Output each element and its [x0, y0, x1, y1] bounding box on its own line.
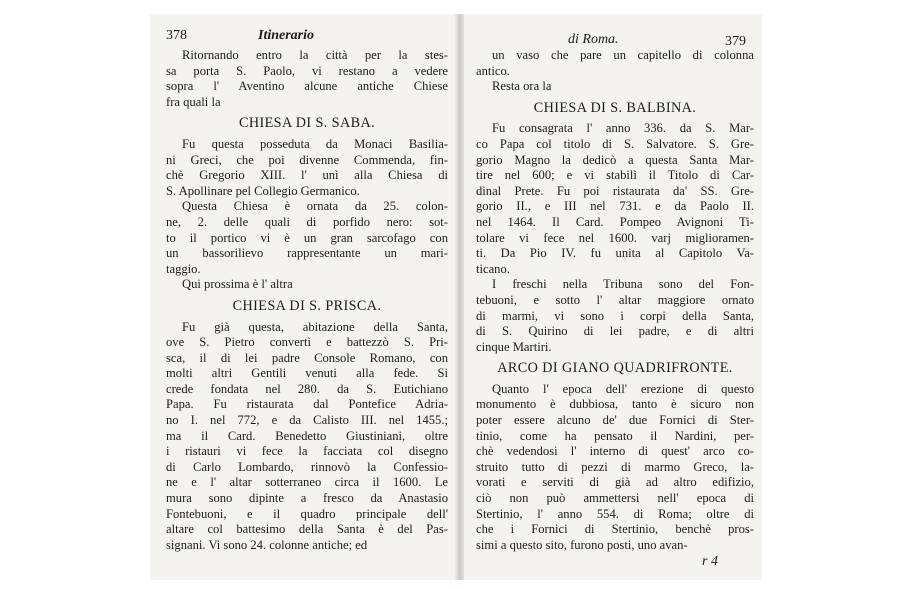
- left-running-title: Itinerario: [258, 28, 315, 43]
- text-line: ma il Card. Benedetto Giustiniani, oltre: [166, 428, 448, 443]
- text-line: tolare vi fece nel 1600. varj miglioramen-: [476, 230, 754, 245]
- text-line: Questa Chiesa è ornata da 25. colon-: [182, 199, 448, 214]
- text-line: cinque Martiri.: [476, 339, 552, 354]
- text-line: Fu questa posseduta da Monaci Basilia-: [182, 136, 448, 151]
- text-line: di marmi, vi sono i corpi della Santa,: [476, 308, 754, 323]
- text-line: dinal Prete. Fu poi ristaurata da' SS. Gre-: [476, 183, 754, 198]
- paragraph: [166, 199, 448, 277]
- text-line: simi a questo sito, furono posti, uno avan-: [476, 537, 688, 552]
- right-running-title: di Roma.: [568, 32, 619, 47]
- section-heading: CHIESA DI S. PRISCA.: [232, 297, 382, 314]
- text-line: Fu già questa, abitazione della Santa,: [182, 319, 448, 334]
- text-line: Resta ora la: [492, 79, 552, 94]
- right-page: [476, 28, 754, 570]
- text-line: ticano.: [476, 261, 510, 276]
- text-line: S. Apollinare pel Collegio Germanico.: [166, 183, 360, 198]
- text-line: nel 1464. Il Card. Pompeo Avignoni Ti-: [476, 214, 754, 229]
- left-page-number: 378: [166, 28, 187, 43]
- text-line: tinio, come ha pensato il Nardini, per-: [476, 428, 754, 443]
- paragraph: [166, 48, 448, 110]
- text-line: co Papa col titolo di S. Salvatore. S. Gre-: [476, 136, 754, 151]
- text-line: che i Fornici di Stertinio, benchè pros-: [476, 522, 754, 537]
- text-line: mura sono dipinte a fresco da Anastasio: [166, 491, 448, 506]
- text-line: chè Gregorio XIII. l' unì alla Chiesa di: [166, 168, 448, 183]
- text-line: ni Greci, che poi divenne Commenda, fin-: [166, 152, 448, 167]
- section-heading: ARCO DI GIANO QUADRIFRONTE.: [497, 360, 733, 377]
- text-line: signani. Vi sono 24. colonne antiche; ed: [166, 537, 368, 552]
- left-page-body: [166, 48, 448, 553]
- text-line: un vaso che pare un capitello di colonna: [492, 48, 754, 62]
- paragraph: [476, 79, 754, 95]
- paragraph: [476, 121, 754, 277]
- text-line: Ritornando entro la città per la stes-: [182, 48, 448, 62]
- right-running-head: [476, 28, 754, 48]
- paragraph: [476, 48, 754, 79]
- text-line: ciò non può ammettersi nell' epoca di: [476, 491, 754, 506]
- right-page-body: [476, 48, 754, 553]
- text-line: no I. nel 772, e da Calisto III. nel 1455.;: [166, 413, 448, 428]
- left-running-head: [166, 28, 448, 48]
- paragraph: [476, 382, 754, 554]
- text-line: fra quali la: [166, 94, 221, 109]
- text-line: taggio.: [166, 261, 201, 276]
- text-line: chè vedendosi l' interno di quest' arco co-: [476, 444, 754, 459]
- text-line: I freschi nella Tribuna sono del Fon-: [492, 277, 754, 292]
- text-line: Fu consagrata l' anno 336. da S. Mar-: [492, 121, 754, 136]
- right-page-number: 379: [725, 34, 746, 49]
- paragraph: [166, 277, 448, 293]
- section-heading: CHIESA DI S. SABA.: [238, 115, 376, 132]
- text-line: altare col battesimo della Santa è del Pas-: [166, 522, 448, 537]
- text-line: ne, 2. delle quali di porfido nero: sot-: [166, 214, 448, 229]
- text-line: sopra l' Aventino alcune antiche Chiese: [166, 79, 448, 94]
- text-line: tebuoni, e sotto l' altar maggiore ornato: [476, 292, 754, 307]
- text-line: antico.: [476, 63, 510, 78]
- text-line: vorati e serviti di già ad altro edifizio,: [476, 475, 754, 490]
- text-line: Fontebuoni, e il quadro principale dell': [166, 506, 448, 521]
- text-line: poter essere alcuno de' due Fornici di Ster-: [476, 413, 754, 428]
- text-line: di S. Quirino di lei padre, e di altri: [476, 324, 754, 339]
- text-line: gorio II., e III nel 731. e da Paolo II.: [476, 199, 754, 214]
- text-line: to il portico vi è un gran sarcofago con: [166, 230, 448, 245]
- text-line: struito tutto di pezzi di marmo Greco, la-: [476, 459, 754, 474]
- text-line: ove S. Pietro convertì e battezzò S. Pri-: [166, 335, 448, 350]
- section-heading: CHIESA DI S. BALBINA.: [533, 99, 697, 116]
- book-gutter: [454, 14, 464, 580]
- text-line: gorio Magno la dedicò a questa Santa Mar-: [476, 152, 754, 167]
- text-line: Papa. Fu ristaurata dal Pontefice Adria-: [166, 397, 448, 412]
- paragraph: [166, 320, 448, 554]
- text-line: di Carlo Lombardo, rinnovò la Confessio-: [166, 459, 448, 474]
- text-line: sca, il di lei padre Console Romano, con: [166, 350, 448, 365]
- text-line: un bassorilievo rappresentante un mari-: [166, 246, 448, 261]
- text-line: tire nel 600; e vi stabilì il Titolo di Car-: [476, 168, 754, 183]
- text-line: i ristauri vi fece la facciata col disegno: [166, 444, 448, 459]
- text-line: sa porta S. Paolo, vi restano a vedere: [166, 63, 448, 78]
- text-line: crede fondata nel 280. da S. Eutichiano: [166, 381, 448, 396]
- signature-mark: r 4: [702, 554, 718, 570]
- text-line: ti. Da Pio IV. fu unita al Capitolo Va-: [476, 246, 754, 261]
- paragraph: [476, 277, 754, 355]
- left-page: [166, 28, 448, 553]
- text-line: ne e l' altar sotterraneo circa il 1600. Le: [166, 475, 448, 490]
- text-line: Qui prossima è l' altra: [182, 277, 293, 292]
- text-line: Quanto l' epoca dell' erezione di questo: [492, 381, 754, 396]
- text-line: molti altri Gentili venuti alla fede. Si: [166, 366, 448, 381]
- book-spread: [150, 14, 762, 580]
- paragraph: [166, 137, 448, 199]
- text-line: Stertinio, l' anno 554. di Roma; oltre di: [476, 506, 754, 521]
- text-line: monumento è dubbiosa, tanto è sicuro non: [476, 397, 754, 412]
